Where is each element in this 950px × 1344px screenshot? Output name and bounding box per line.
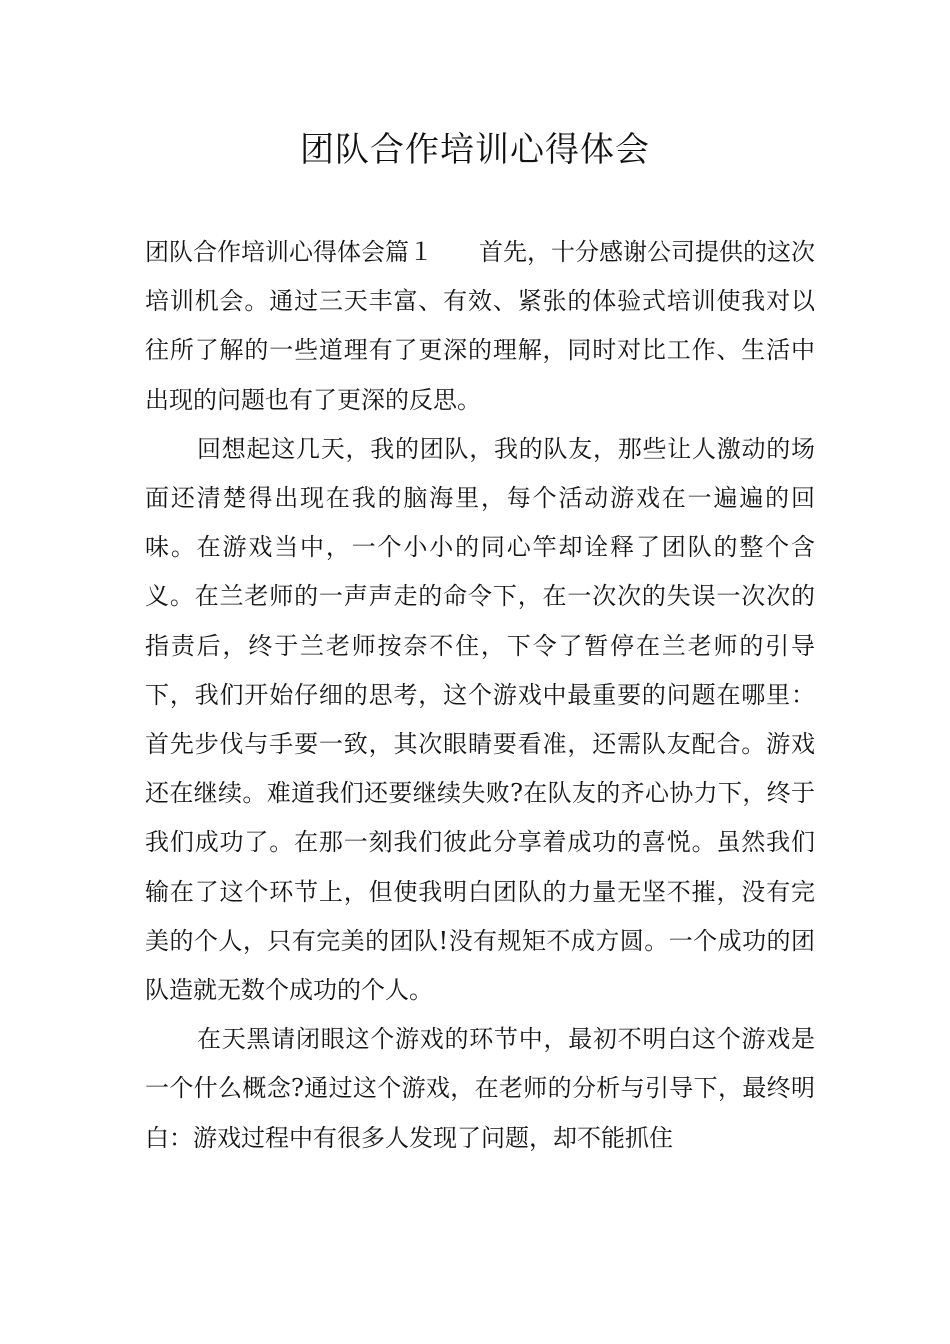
paragraph-2: 回想起这几天，我的团队，我的队友，那些让人激动的场面还清楚得出现在我的脑海里，每个活动游戏在一遍遍的回味。在游戏当中，一个小小的同心竿却诠释了团队的整个含义。在兰老师的一声声走的命令下，在一次次的失误一次次的指责后，终于兰老师按奈不住，下令了暂停在兰老师的引导下，我们开始仔细的思考，这个游戏中最重要的问题在哪里：首先步伐与手要一致，其次眼睛要看准，还需队友配合。游戏还在继续。难道我们还要继续失败?在队友的齐心协力下，终于我们成功了。在那一刻我们彼此分享着成功的喜悦。虽然我们输在了这个环节上，但使我明白团队的力量无坚不摧，没有完美的个人，只有完美的团队!没有规矩不成方圆。一个成功的团队造就无数个成功的个人。 [145, 434, 815, 1005]
paragraph-1 [145, 228, 815, 425]
section-heading: 团队合作培训心得体会篇１ [145, 238, 433, 266]
paragraph-1-text: 首先，十分感谢公司提供的这次培训机会。通过三天丰富、有效、紧张的体验式培训使我对以往所了解的一些道理有了更深的理解，同时对比工作、生活中出现的问题也有了更深的反思。 [145, 238, 815, 414]
page-title: 团队合作培训心得体会 [300, 130, 650, 170]
document-body [145, 228, 815, 1163]
paragraph-3: 在天黑请闭眼这个游戏的环节中，最初不明白这个游戏是一个什么概念?通过这个游戏，在老师的分析与引导下，最终明白：游戏过程中有很多人发现了问题，却不能抓住 [145, 1025, 815, 1152]
